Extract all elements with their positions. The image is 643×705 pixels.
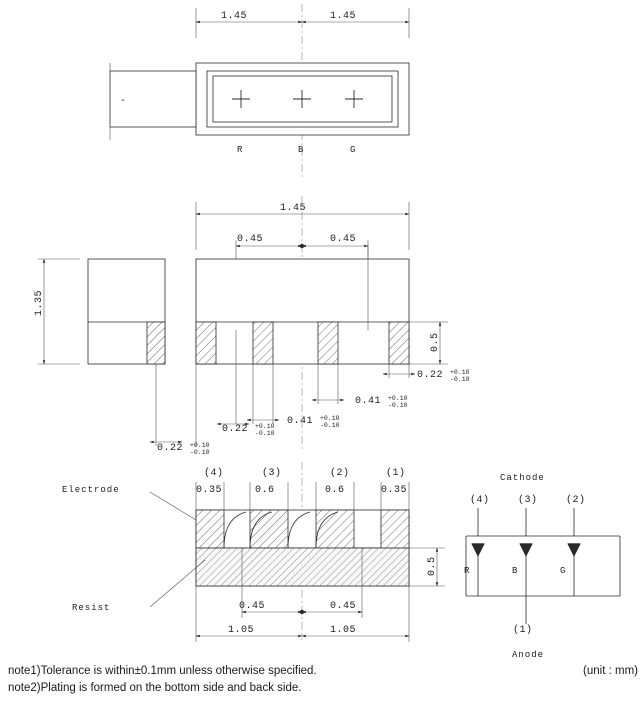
svg-text:+0.10: +0.10	[388, 395, 408, 402]
svg-text:-: -	[120, 96, 127, 107]
svg-text:-0.10: -0.10	[255, 430, 275, 437]
svg-text:B: B	[298, 145, 305, 155]
svg-text:Anode: Anode	[512, 650, 545, 660]
svg-text:0.22: 0.22	[157, 443, 184, 454]
svg-text:+0.10: +0.10	[450, 369, 470, 376]
svg-text:(4): (4)	[470, 495, 490, 506]
svg-text:1.45: 1.45	[221, 11, 248, 22]
svg-text:1.35: 1.35	[34, 289, 45, 316]
circuit-diagram-group	[464, 473, 620, 660]
svg-text:0.5: 0.5	[427, 556, 438, 576]
svg-text:(1): (1)	[513, 625, 533, 636]
notes-block	[8, 665, 638, 694]
svg-text:0.41: 0.41	[287, 416, 314, 427]
svg-text:(3): (3)	[518, 495, 538, 506]
svg-text:0.45: 0.45	[237, 234, 264, 245]
svg-text:0.6: 0.6	[255, 485, 275, 496]
svg-text:0.45: 0.45	[239, 601, 266, 612]
note-2: note2)Plating is formed on the bottom side and back side.	[8, 682, 302, 694]
svg-text:-0.10: -0.10	[190, 449, 210, 456]
svg-text:G: G	[560, 566, 567, 576]
svg-text:R: R	[237, 145, 244, 155]
svg-text:-0.10: -0.10	[320, 422, 340, 429]
svg-text:0.6: 0.6	[325, 485, 345, 496]
svg-text:Cathode: Cathode	[500, 473, 545, 483]
svg-text:0.41: 0.41	[355, 396, 382, 407]
unit-label: (unit : mm)	[583, 665, 638, 677]
svg-text:1.05: 1.05	[228, 625, 255, 636]
svg-text:1.05: 1.05	[330, 625, 357, 636]
svg-text:0.45: 0.45	[330, 601, 357, 612]
svg-text:0.22: 0.22	[417, 370, 444, 381]
svg-text:0.22: 0.22	[222, 424, 249, 435]
svg-text:-0.10: -0.10	[388, 402, 408, 409]
svg-text:(3): (3)	[262, 468, 282, 479]
note-1: note1)Tolerance is within±0.1mm unless otherwise specified.	[8, 665, 317, 677]
svg-text:(4): (4)	[204, 468, 224, 479]
svg-text:(2): (2)	[330, 468, 350, 479]
svg-text:Resist: Resist	[72, 603, 111, 613]
svg-text:0.45: 0.45	[330, 234, 357, 245]
svg-text:0.35: 0.35	[381, 485, 408, 496]
front-view-group	[34, 196, 470, 456]
svg-text:-0.10: -0.10	[450, 376, 470, 383]
svg-text:+0.10: +0.10	[255, 423, 275, 430]
bottom-view-group	[62, 462, 445, 642]
svg-text:+0.10: +0.10	[320, 415, 340, 422]
svg-text:G: G	[350, 145, 357, 155]
svg-text:B: B	[512, 566, 519, 576]
svg-text:(2): (2)	[566, 495, 586, 506]
svg-text:0.35: 0.35	[196, 485, 223, 496]
svg-text:(1): (1)	[386, 468, 406, 479]
svg-text:+0.10: +0.10	[190, 442, 210, 449]
svg-text:1.45: 1.45	[280, 203, 307, 214]
top-view-group	[110, 4, 409, 178]
svg-text:Electrode: Electrode	[62, 485, 120, 495]
svg-text:R: R	[464, 566, 471, 576]
svg-text:0.5: 0.5	[430, 332, 441, 352]
svg-text:1.45: 1.45	[330, 11, 357, 22]
